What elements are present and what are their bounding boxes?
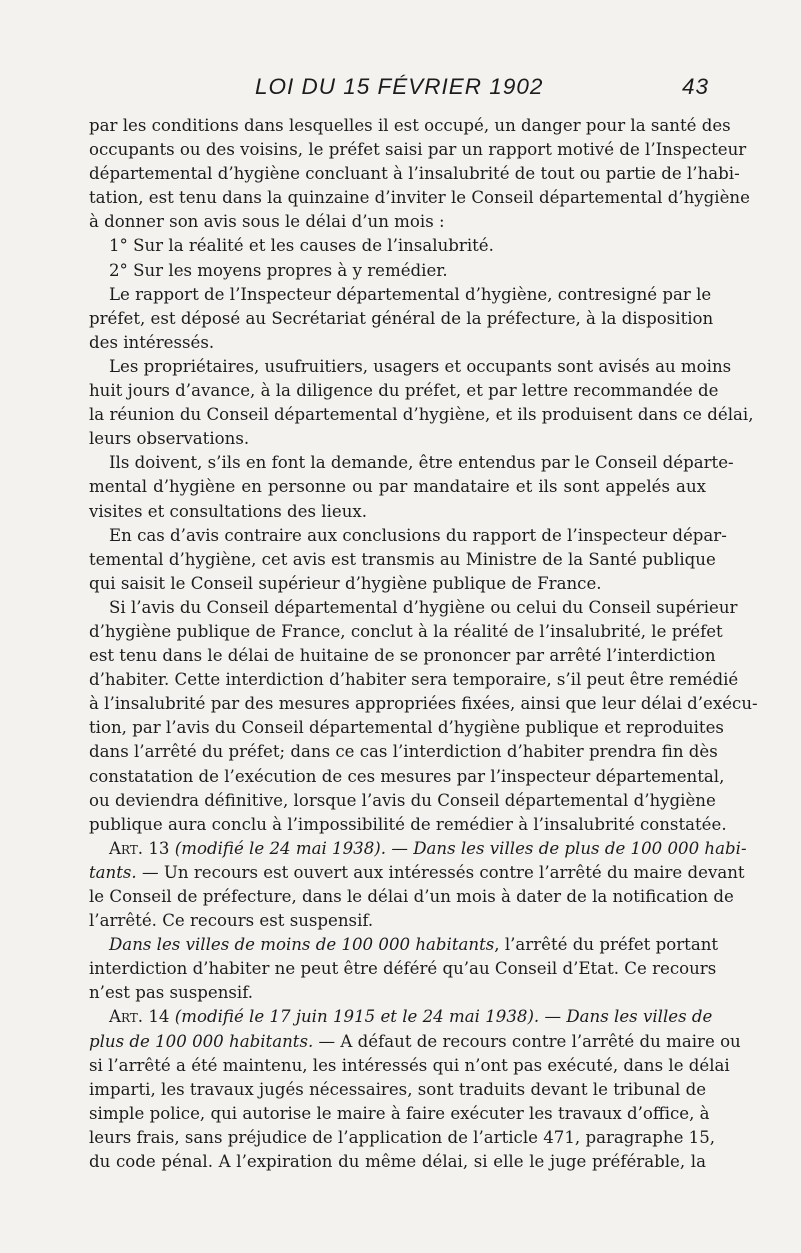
text-line: préfet, est déposé au Secrétariat général de la préfecture, à la disposition xyxy=(89,308,714,328)
text-line: constatation de l’exécution de ces mesures par l’inspecteur départemental, xyxy=(89,766,725,786)
text-line: ou deviendra définitive, lorsque l’avis du Conseil départemental d’hygiène xyxy=(89,790,716,810)
text-line: d’habiter. Cette interdiction d’habiter sera temporaire, s’il peut être remédié xyxy=(89,670,739,690)
text-line: d’hygiène publique de France, conclut à la réalité de l’insalubrité, le préfet xyxy=(89,621,723,641)
scope-note: plus de 100 000 habitants. xyxy=(89,1031,314,1051)
text-line: huit jours d’avance, à la diligence du préfet, et par lettre recommandée de xyxy=(89,381,719,401)
text-line: temental d’hygiène, cet avis est transmis au Ministre de la Santé publique xyxy=(89,549,716,569)
dash: — xyxy=(313,1031,341,1051)
article-label: Art. 13 xyxy=(109,838,170,858)
text-line: si l’arrêté a été maintenu, les intéressés qui n’ont pas exécuté, dans le délai xyxy=(89,1055,730,1075)
text-line: le Conseil de préfecture, dans le délai d’un mois à dater de la notification de xyxy=(89,887,734,906)
page-title: LOI DU 15 FÉVRIER 1902 xyxy=(255,74,544,99)
page-number: 43 xyxy=(682,74,710,99)
text-line: visites et consultations des lieux. xyxy=(89,501,368,521)
text-line xyxy=(89,1030,741,1054)
text-line: dans l’arrêté du préfet; dans ce cas l’interdiction d’habiter prendra fin dès xyxy=(89,742,718,762)
text-line: Les propriétaires, usufruitiers, usagers et occupants sont avisés au moins xyxy=(109,356,732,376)
text-line: à l’insalubrité par des mesures appropriées fixées, ainsi que leur délai d’exécu- xyxy=(89,694,758,714)
text-line: interdiction d’habiter ne peut être déféré qu’au Conseil d’Etat. Ce recours xyxy=(89,959,717,979)
text-line: 2° Sur les moyens propres à y remédier. xyxy=(109,260,448,280)
text-line xyxy=(89,861,745,885)
article-14-heading xyxy=(89,1005,713,1029)
scope-note: Dans les villes de xyxy=(566,1007,713,1027)
text-line: tion, par l’avis du Conseil départemental d’hygiène publique et reproduites xyxy=(89,718,724,738)
article-label: Art. 14 xyxy=(109,1007,170,1027)
amendment-note: (modifié le 24 mai 1938). xyxy=(174,838,387,858)
text-line: Ils doivent, s’ils en font la demande, être entendus par le Conseil départe- xyxy=(109,453,734,473)
text-line: l’arrêté. Ce recours est suspensif. xyxy=(89,911,374,931)
text-line: occupants ou des voisins, le préfet saisi par un rapport motivé de l’Inspecteur xyxy=(89,140,747,160)
text-line: des intéressés. xyxy=(89,332,215,352)
text-line: mental d’hygiène en personne ou par mandataire et ils sont appelés aux xyxy=(89,477,706,497)
article-13-heading xyxy=(89,837,747,861)
scope-note: Dans les villes de plus de 100 000 habi- xyxy=(413,838,747,858)
text-line: Le rapport de l’Inspecteur départemental d’hygiène, contresigné par le xyxy=(109,284,712,304)
text-line: imparti, les travaux jugés nécessaires, sont traduits devant le tribunal de xyxy=(89,1079,707,1099)
text-fragment: A défaut de recours contre l’arrêté du maire ou xyxy=(340,1031,741,1051)
text-fragment: Un recours est ouvert aux intéressés contre l’arrêté du maire devant xyxy=(163,862,745,882)
text-line: En cas d’avis contraire aux conclusions du rapport de l’inspecteur dépar- xyxy=(109,525,727,545)
text-line xyxy=(89,933,719,957)
dash: — xyxy=(136,862,164,882)
dash: — xyxy=(539,1007,567,1027)
text-line: simple police, qui autorise le maire à faire exécuter les travaux d’office, à xyxy=(89,1103,710,1123)
text-line: la réunion du Conseil départemental d’hygiène, et ils produisent dans ce délai, xyxy=(89,405,754,425)
scope-note: tants. xyxy=(89,862,137,882)
text-line: du code pénal. A l’expiration du même délai, si elle le juge préférable, la xyxy=(89,1152,706,1172)
text-line: n’est pas suspensif. xyxy=(89,983,254,1003)
text-line: à donner son avis sous le délai d’un mois : xyxy=(89,212,445,232)
text-fragment: , l’arrêté du préfet portant xyxy=(494,935,719,955)
body-text xyxy=(89,114,758,1174)
text-line: leurs observations. xyxy=(89,429,250,449)
text-line: départemental d’hygiène concluant à l’insalubrité de tout ou partie de l’habi- xyxy=(89,164,740,184)
running-head xyxy=(0,74,801,102)
text-line: est tenu dans le délai de huitaine de se prononcer par arrêté l’interdiction xyxy=(89,646,716,666)
text-line: par les conditions dans lesquelles il est occupé, un danger pour la santé des xyxy=(89,116,731,135)
scope-note: Dans les villes de moins de 100 000 habitants xyxy=(109,935,495,955)
text-line: 1° Sur la réalité et les causes de l’insalubrité. xyxy=(109,236,494,256)
amendment-note: (modifié le 17 juin 1915 et le 24 mai 1938). xyxy=(174,1007,540,1027)
text-line: Si l’avis du Conseil départemental d’hygiène ou celui du Conseil supérieur xyxy=(109,597,738,617)
text-line: publique aura conclu à l’impossibilité de remédier à l’insalubrité constatée. xyxy=(89,814,727,834)
text-line: leurs frais, sans préjudice de l’application de l’article 471, paragraphe 15, xyxy=(89,1127,716,1147)
dash: — xyxy=(386,838,414,858)
text-line: tation, est tenu dans la quinzaine d’inviter le Conseil départemental d’hygiène xyxy=(89,188,750,208)
text-line: qui saisit le Conseil supérieur d’hygiène publique de France. xyxy=(89,573,602,593)
